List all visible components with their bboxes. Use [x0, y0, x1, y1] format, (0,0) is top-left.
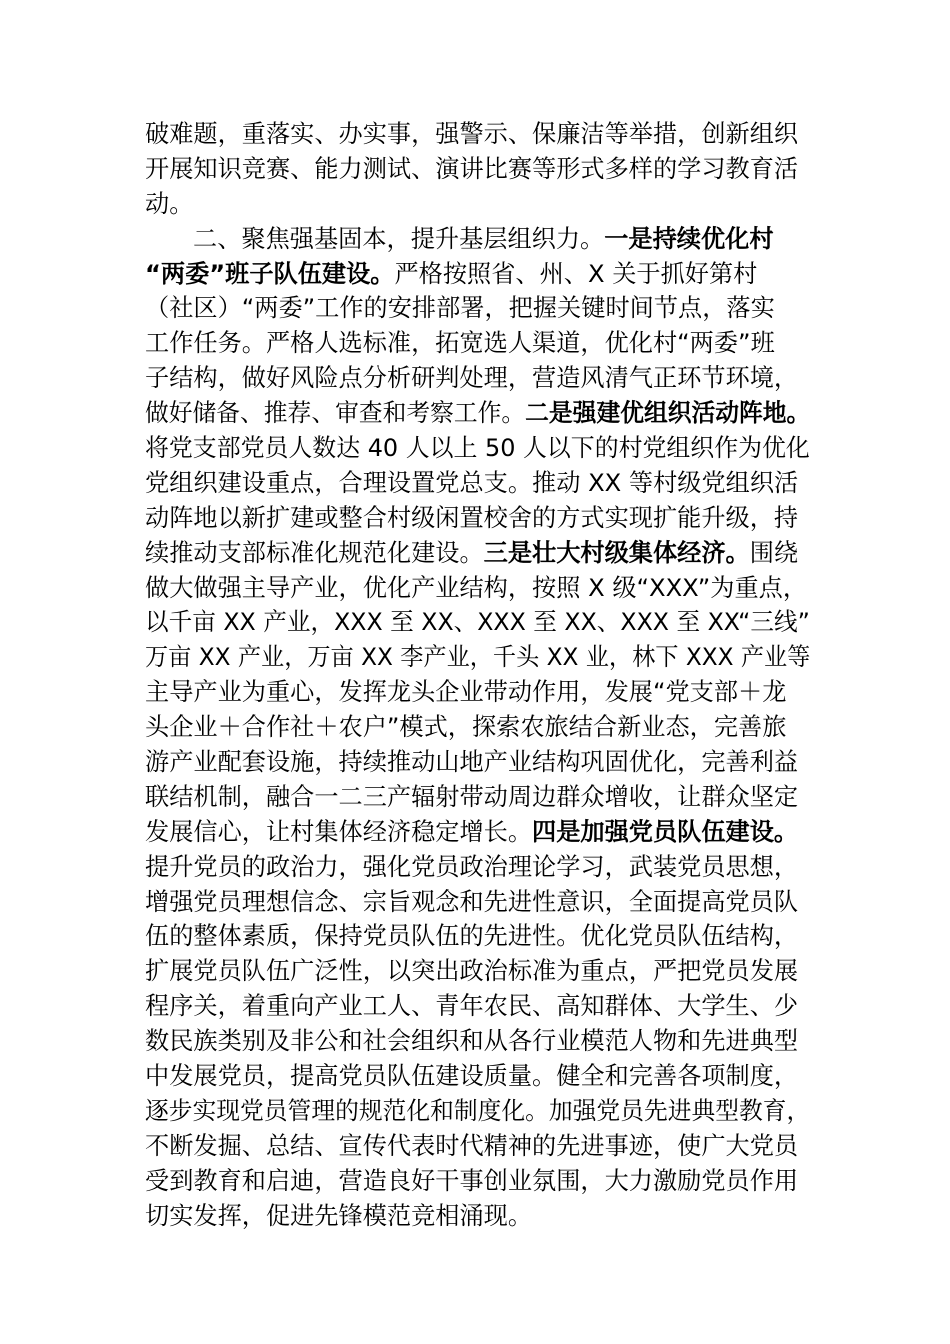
text-segment: 数民族类别及非公和社会组织和从各行业模范人物和先进典型: [145, 1027, 799, 1056]
text-segment: 严格按照省、州、X 关于抓好第村: [394, 259, 758, 288]
text-segment: 游产业配套设施，持续推动山地产业结构巩固优化，完善利益: [145, 748, 799, 777]
text-line: [145, 919, 810, 954]
text-line: [145, 780, 810, 815]
text-line: [145, 1094, 811, 1129]
text-line: [145, 989, 810, 1024]
text-line: [145, 222, 810, 257]
text-line: [145, 1199, 810, 1234]
text-line: [145, 117, 810, 152]
bold-heading-text: 四是加强党员队伍建设。: [532, 817, 799, 846]
text-line: [145, 675, 810, 710]
text-line: [145, 885, 810, 920]
text-line: [145, 1129, 810, 1164]
text-line: [145, 466, 810, 501]
text-segment: 头企业＋合作社＋农户”模式，探索农旅结合新业态，完善旅: [145, 713, 787, 742]
text-line: [145, 431, 810, 466]
text-segment: 围绕: [749, 538, 799, 567]
text-line: [145, 640, 811, 675]
text-segment: 做大做强主导产业，优化产业结构，按照 X 级“XXX”为重点，: [145, 573, 808, 602]
text-line: [145, 187, 810, 222]
bold-heading-text: 一是持续优化村: [604, 224, 774, 253]
bold-heading-text: 二是强建优组织活动阵地。: [525, 399, 811, 428]
text-segment: 中发展党员，提高党员队伍建设质量。健全和完善各项制度，: [145, 1062, 799, 1091]
text-segment: 工作任务。严格人选标准，拓宽选人渠道，优化村“两委”班: [145, 329, 775, 358]
text-segment: 续推动支部标准化规范化建设。: [145, 538, 484, 567]
text-segment: 提升党员的政治力，强化党员政治理论学习，武装党员思想，: [145, 852, 799, 881]
text-segment: 动。: [145, 189, 194, 218]
text-line: [145, 396, 811, 431]
text-line: [145, 1164, 810, 1199]
text-line: [145, 361, 810, 396]
text-segment: 开展知识竞赛、能力测试、演讲比赛等形式多样的学习教育活: [145, 154, 799, 183]
body-text: [145, 117, 810, 1234]
text-line: [145, 1059, 810, 1094]
text-line: [145, 1024, 810, 1059]
text-segment: 党组织建设重点，合理设置党总支。推动 XX 等村级党组织活: [145, 468, 799, 497]
text-segment: 将党支部党员人数达 40 人以上 50 人以下的村党组织作为优化: [145, 434, 810, 463]
text-line: [145, 605, 810, 640]
text-line: [145, 501, 810, 536]
text-segment: 伍的整体素质，保持党员队伍的先进性。优化党员队伍结构，: [145, 922, 799, 951]
text-segment: 程序关，着重向产业工人、青年农民、高知群体、大学生、少: [145, 992, 799, 1021]
text-segment: 切实发挥，促进先锋模范竞相涌现。: [145, 1201, 533, 1230]
text-line: [145, 954, 810, 989]
text-line: [145, 850, 810, 885]
text-line: [145, 536, 810, 571]
text-segment: 联结机制，融合一二三产辐射带动周边群众增收，让群众坚定: [145, 782, 799, 811]
text-segment: 做好储备、推荐、审查和考察工作。: [145, 399, 526, 428]
text-segment: 主导产业为重心，发挥龙头企业带动作用，发展“党支部＋龙: [145, 678, 787, 707]
bold-heading-text: “两委”班子队伍建设。: [145, 259, 395, 288]
text-line: [145, 815, 810, 850]
text-segment: 子结构，做好风险点分析研判处理，营造风清气正环节环境，: [145, 364, 799, 393]
text-line: [145, 571, 810, 606]
text-line: [145, 291, 810, 326]
text-segment: 以千亩 XX 产业，XXX 至 XX、XXX 至 XX、XXX 至 XX“三线”: [145, 608, 810, 637]
text-segment: 二、聚焦强基固本，提升基层组织力。: [193, 224, 605, 253]
text-segment: 逐步实现党员管理的规范化和制度化。加强党员先进典型教育，: [145, 1096, 811, 1125]
text-segment: 扩展党员队伍广泛性，以突出政治标准为重点，严把党员发展: [145, 957, 799, 986]
text-line: [145, 745, 810, 780]
text-line: [145, 152, 810, 187]
text-segment: 不断发掘、总结、宣传代表时代精神的先进事迹，使广大党员: [145, 1131, 799, 1160]
text-segment: 增强党员理想信念、宗旨观念和先进性意识，全面提高党员队: [145, 887, 799, 916]
text-segment: 万亩 XX 产业，万亩 XX 李产业，千头 XX 业，林下 XXX 产业等: [145, 643, 811, 672]
text-segment: 发展信心，让村集体经济稳定增长。: [145, 817, 533, 846]
text-line: [145, 257, 810, 292]
text-segment: （社区）“两委”工作的安排部署，把握关键时间节点，落实: [145, 294, 775, 323]
text-line: [145, 326, 810, 361]
text-segment: 破难题，重落实、办实事，强警示、保廉洁等举措，创新组织: [145, 120, 799, 148]
text-segment: 受到教育和启迪，营造良好干事创业氛围，大力激励党员作用: [145, 1166, 799, 1195]
text-segment: 动阵地以新扩建或整合村级闲置校舍的方式实现扩能升级，持: [145, 503, 799, 532]
text-line: [145, 710, 810, 745]
bold-heading-text: 三是壮大村级集体经济。: [483, 538, 750, 567]
